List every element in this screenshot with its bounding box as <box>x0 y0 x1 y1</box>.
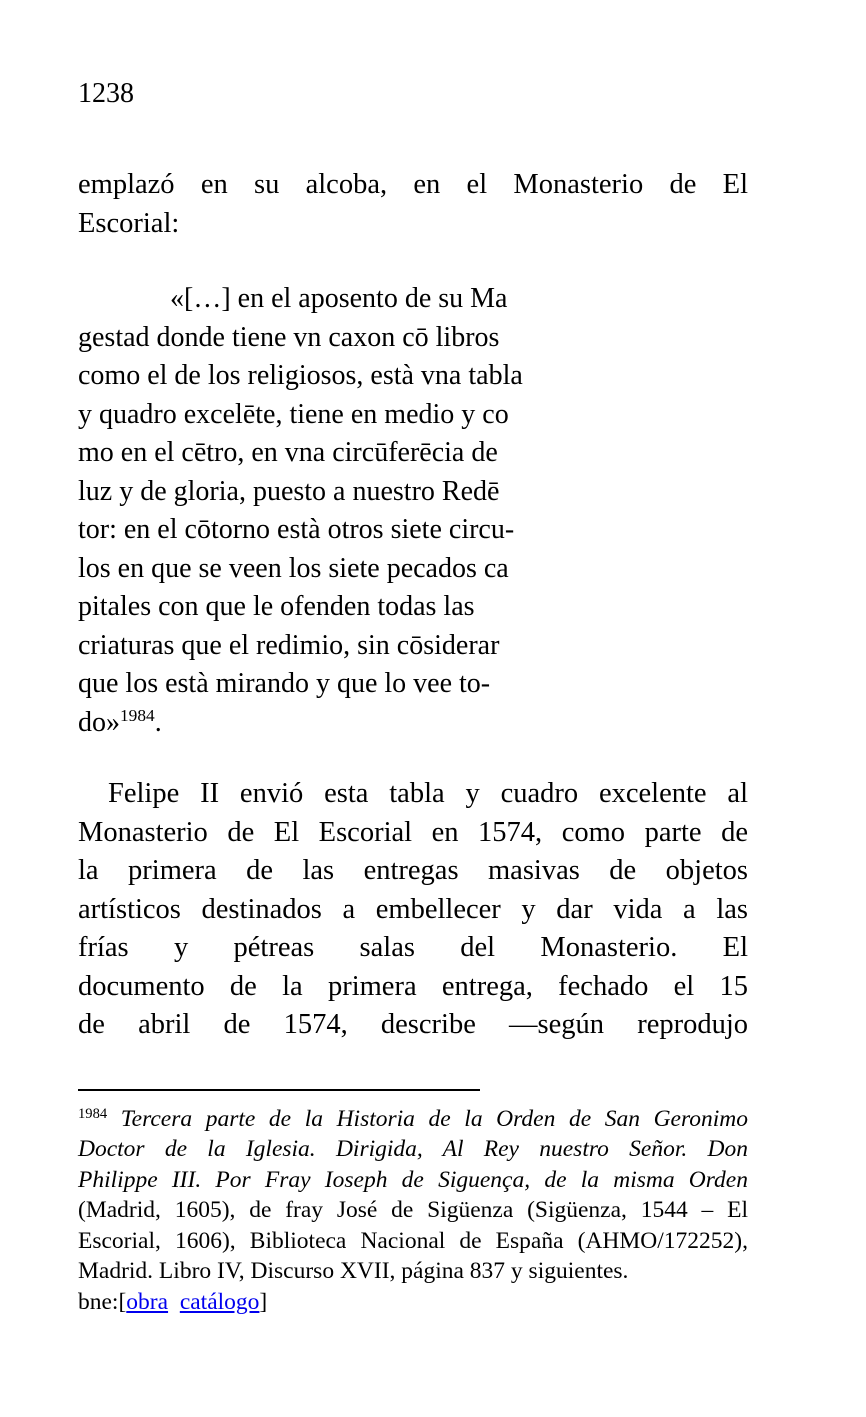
text-segment: artísticos destinados a embellecer y dar vida a las <box>78 893 748 925</box>
text-line <box>78 473 748 512</box>
text-segment: criaturas que el redimio, sin cōsiderar <box>78 629 500 661</box>
text-segment: emplazó en su alcoba, en el Monasterio de El <box>78 169 748 200</box>
text-line <box>78 319 748 358</box>
text-line <box>78 1104 748 1135</box>
text-segment: pitales con que le ofenden todas las <box>78 591 475 622</box>
text-segment: Escorial: <box>78 207 180 239</box>
text-segment: «[…] en el aposento de su Ma <box>170 283 508 314</box>
text-line <box>78 852 748 891</box>
text-line <box>78 775 748 814</box>
text-segment: tor: en el cōtorno està otros siete circu- <box>78 514 515 545</box>
text-segment: luz y de gloria, puesto a nuestro Redē <box>78 475 500 507</box>
text-line <box>78 357 748 396</box>
text-segment: y quadro excelēte, tiene en medio y co <box>78 398 509 430</box>
text-segment: frías y pétreas salas del Monasterio. El <box>78 932 748 963</box>
text-segment: los en que se veen los siete pecados ca <box>78 552 509 584</box>
text-segment <box>107 1106 121 1132</box>
text-line <box>78 588 748 627</box>
text-segment: Monasterio de El Escorial en 1574, como parte de <box>78 816 748 848</box>
text-segment: (Madrid, 1605), de fray José de Sigüenza (Sigüenza, 1544 – El <box>78 1197 748 1223</box>
text-segment: bne:[ <box>78 1288 127 1315</box>
obra-link[interactable]: obra <box>126 1288 169 1315</box>
text-line <box>78 929 748 968</box>
text-segment: mo en el cētro, en vna circūferēcia de <box>78 437 498 468</box>
text-segment: de abril de 1574, describe —según reprodujo <box>78 1009 748 1040</box>
text-line <box>78 665 748 704</box>
text-segment: documento de la primera entrega, fechado el 15 <box>78 970 748 1002</box>
text-segment: que los està mirando y que lo vee to- <box>78 668 491 699</box>
text-segment: . <box>154 706 162 738</box>
text-line <box>78 1195 748 1226</box>
text-line <box>78 704 748 743</box>
text-line <box>78 1226 748 1257</box>
text-segment: gestad donde tiene vn caxon cō libros <box>78 321 500 353</box>
text-line <box>78 891 748 930</box>
text-segment: como el de los religiosos, està vna tabla <box>78 360 523 391</box>
text-line <box>78 434 748 473</box>
text-segment: Madrid. Libro IV, Discurso XVII, página 837 y siguientes. <box>78 1258 629 1284</box>
paragraph-felipe-ii <box>78 775 748 1045</box>
text-segment: Philippe III. Por Fray Ioseph de Siguença, de la misma Orden <box>78 1166 748 1193</box>
text-segment: ] <box>259 1288 268 1315</box>
footnote-ref: 1984 <box>120 705 155 725</box>
text-segment: Escorial, 1606), Biblioteca Nacional de España (AHMO/172252), <box>78 1227 748 1254</box>
text-line <box>78 280 748 319</box>
text-line <box>78 1287 748 1318</box>
text-line <box>78 511 748 550</box>
text-line <box>78 968 748 1007</box>
text-segment: la primera de las entregas masivas de objetos <box>78 855 748 886</box>
footnote-1984 <box>78 1104 748 1318</box>
text-segment: do» <box>78 706 120 738</box>
text-segment <box>168 1289 180 1315</box>
footnote-ref: 1984 <box>78 1105 108 1122</box>
text-segment: Tercera parte de la Historia de la Orden de San Geronimo <box>120 1105 749 1132</box>
block-quote <box>78 280 748 742</box>
text-line <box>78 396 748 435</box>
text-line <box>78 1134 748 1165</box>
text-segment: Felipe II envió esta tabla y cuadro excelente al <box>108 778 748 809</box>
page-number: 1238 <box>78 78 134 109</box>
text-line <box>78 1165 748 1196</box>
text-segment: Doctor de la Iglesia. Dirigida, Al Rey nuestro Señor. Don <box>78 1136 748 1162</box>
text-line <box>78 550 748 589</box>
text-line <box>78 166 748 205</box>
text-line <box>78 814 748 853</box>
text-line <box>78 1006 748 1045</box>
catalogo-link[interactable]: catálogo <box>179 1288 260 1315</box>
paragraph-opening <box>78 166 748 243</box>
text-line <box>78 627 748 666</box>
footnote-separator <box>78 1089 480 1091</box>
text-line <box>78 1256 748 1287</box>
text-line <box>78 205 748 244</box>
